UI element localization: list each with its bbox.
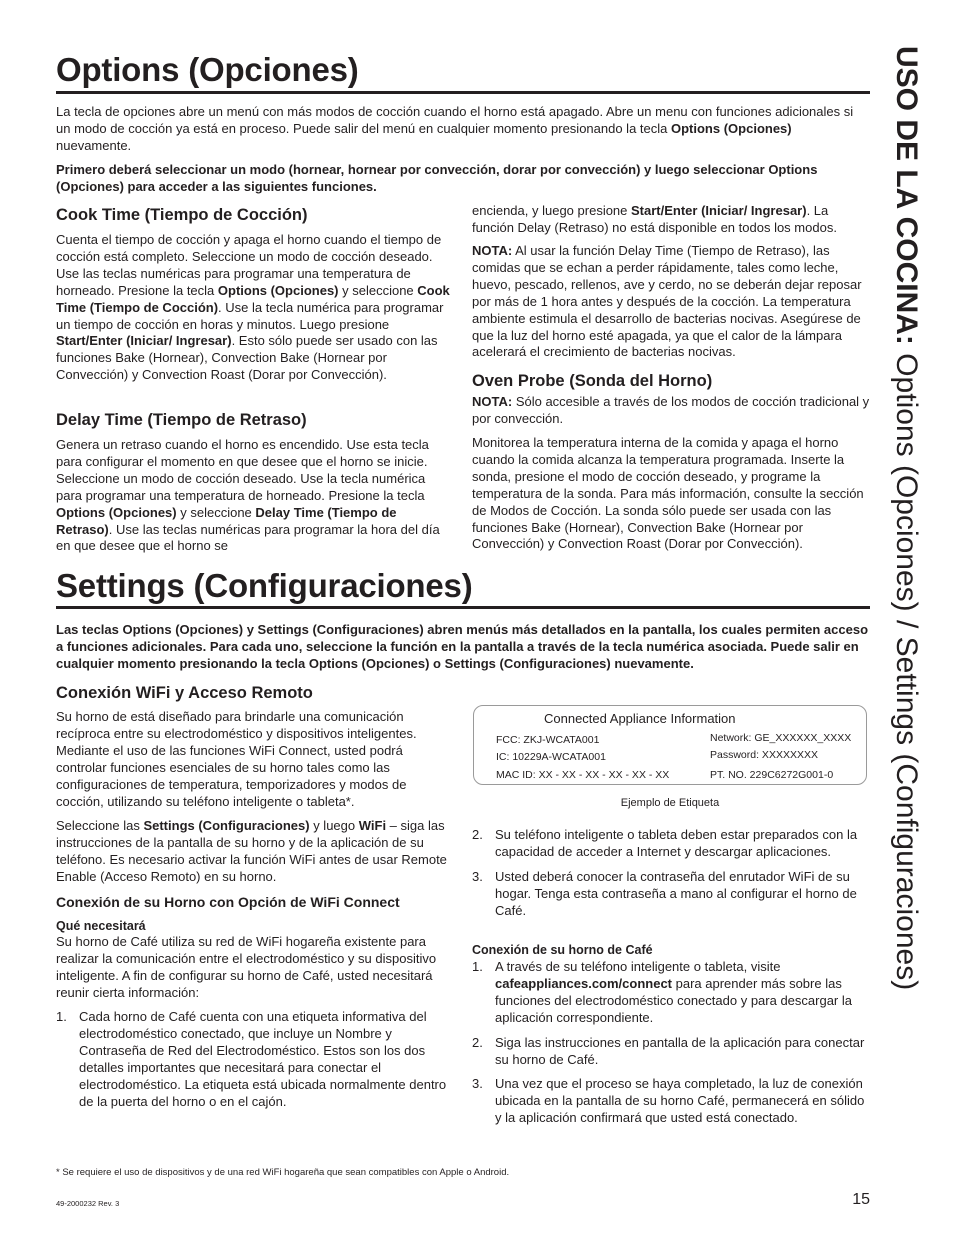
list-item-number: 2. bbox=[472, 1034, 483, 1050]
options-intro-text: La tecla de opciones abre un menú con más modos de cocción cuando el horno está apagado. Abre un menu con funciones adicionales si un modo de cocción ya está en proceso. Puede salir del menú en cualquier momento presionando la tecla bbox=[56, 104, 854, 136]
list-item-number: 1. bbox=[56, 1009, 67, 1024]
wifi-heading: Conexión WiFi y Acceso Remoto bbox=[56, 684, 313, 702]
cook-time-b1: Options (Opciones) bbox=[217, 282, 339, 298]
cook-time-t4: . Esto sólo puede ser usado con las funciones Bake (Hornear), Convection Bake (Hornear por Convección) y Convection Roast (Dorar por Convección). bbox=[56, 333, 438, 383]
delay-time-r1: encienda, y luego presione bbox=[472, 203, 632, 218]
sidebar-title-bold: USO DE LA COCINA: bbox=[890, 46, 923, 345]
cook-time-t3: . Use la tecla numérica para programar un tiempo de cocción en horas y minutos. Luego presione bbox=[56, 299, 444, 332]
list-item bbox=[472, 959, 872, 1027]
label-password: Password: XXXXXXXX bbox=[710, 749, 818, 761]
label-part-number: PT. NO. 229C6272G001-0 bbox=[710, 769, 834, 781]
list-item-number: 3. bbox=[472, 868, 483, 884]
connect-heading: Conexión de su horno de Café bbox=[472, 943, 653, 957]
footnote: * Se requiere el uso de dispositivos y de una red WiFi hogareña que sean compatibles con Apple o Android. bbox=[56, 1167, 510, 1178]
settings-title: Settings (Configuraciones) bbox=[56, 567, 473, 604]
list-item-number: 3. bbox=[472, 1076, 483, 1092]
delay-time-t2: y seleccione bbox=[176, 504, 256, 520]
wifi-p2-b1: Settings (Configuraciones) bbox=[143, 818, 310, 833]
cook-time-para bbox=[56, 232, 454, 384]
list-item-text-a: A través de su teléfono inteligente o tableta, visite bbox=[495, 959, 781, 974]
settings-bold-para: Las teclas Options (Opciones) y Settings (Configuraciones) abren menús más detallados en la pantalla, los cuales permiten acceso a funciones adicionales. Para cada uno, seleccione la función en la pantalla a través de la tecla numérica asociada. Puede salir en cualquier momento presionando la tecla Options (Opciones) o Settings (Configuraciones) nuevamente. bbox=[56, 622, 869, 671]
delay-time-t3: . Use las teclas numéricas para programar la hora del día en que desee que el horno se bbox=[56, 521, 440, 554]
label-fcc: FCC: ZKJ-WCATA001 bbox=[496, 734, 600, 746]
cook-time-t1: Cuenta el tiempo de cocción y apaga el horno cuando el tiempo de cocción está completo. Seleccione un modo de cocción deseado. Use las teclas numéricas para programar una temperatura de horneado. Presione la tecla bbox=[56, 232, 442, 298]
delay-time-continued bbox=[472, 203, 872, 237]
list-item-text: Cada horno de Café cuenta con una etiqueta informativa del electrodoméstico conectado, que incluye un Nombre y Contraseña de Red del Electrodoméstico. Estos son los dos detalles importantes que necesitará para conectar el electrodoméstico. La etiqueta está ubicada normalmente dentro de la puerta del horno o en el cajón. bbox=[79, 1009, 447, 1109]
wifi-p2-a: Seleccione las bbox=[56, 818, 144, 833]
list-item bbox=[472, 1076, 872, 1127]
delay-time-b2: Delay Time (Tiempo de Retraso) bbox=[56, 504, 397, 537]
wifi-para-1: Su horno de está diseñado para brindarle una comunicación recíproca entre su electrodoméstico y dispositivos inteligentes. Mediante el uso de las funciones WiFi Connect, usted podrá controlar funciones esenciales de su horno tales como las configuraciones de temperatura, temporizadores y modos de cocción, utilizando su teléfono inteligente o tableta*. bbox=[56, 709, 417, 809]
wifi-p2-d: – siga las instrucciones de la pantalla de su horno y de la aplicación de su teléfono. Es necesario activar la función WiFi antes de usar Remote Enable (Acceso Remoto) en su horno. bbox=[56, 818, 447, 884]
list-item-number: 1. bbox=[472, 959, 483, 974]
wifi-para-2 bbox=[56, 818, 454, 886]
label-mac: MAC ID: XX - XX - XX - XX - XX - XX bbox=[496, 769, 670, 781]
appliance-info-label bbox=[473, 705, 867, 785]
options-bold-para: Primero deberá seleccionar un modo (hornear, hornear por convección, dorar por convección) y luego seleccionar Options (Opciones) para acceder a las siguientes funciones. bbox=[56, 162, 818, 194]
delay-time-t1: Genera un retraso cuando el horno es encendido. Use esta tecla para configurar el momento en que desee que el horno se inicie. Seleccione un modo de cocción deseado. Use la tecla numérica para programar una temperatura de horneado. Presione la tecla bbox=[56, 437, 429, 503]
delay-time-b1: Options (Opciones) bbox=[56, 504, 177, 520]
delay-note-label: NOTA: bbox=[472, 243, 513, 258]
options-intro-bold: Options (Opciones) bbox=[671, 120, 792, 136]
oven-probe-note bbox=[472, 394, 872, 428]
delay-time-r2: . La función Delay (Retraso) no está disponible en todos los modos. bbox=[472, 203, 837, 235]
oven-probe-heading: Oven Probe (Sonda del Horno) bbox=[472, 372, 713, 390]
section-sidebar bbox=[888, 46, 924, 1056]
oven-probe-para: Monitorea la temperatura interna de la comida y apaga el horno cuando la comida alcanza la temperatura programada. Inserte la sonda, presione el modo de cocción deseado, y programe la temperatura de la sonda. Para más información, consulte la sección de Modos de Cocción. La sonda sólo puede ser usada con las funciones Bake (Hornear), Convection Bake (Hornear por Convección) y Convection Roast (Dorar por Convección). bbox=[472, 435, 864, 552]
list-item-number: 2. bbox=[472, 827, 483, 842]
list-item bbox=[472, 1035, 872, 1069]
probe-note-text: Sólo accesible a través de los modos de cocción tradicional y por convección. bbox=[472, 394, 870, 426]
delay-time-para bbox=[56, 437, 454, 555]
list-item-text-c: para aprender más sobre las funciones del electrodoméstico conectado y para descargar la aplicación correspondiente. bbox=[495, 975, 852, 1025]
options-title-rule bbox=[56, 91, 870, 94]
cook-time-heading: Cook Time (Tiempo de Cocción) bbox=[56, 206, 308, 224]
cook-time-t2: y seleccione bbox=[338, 282, 418, 298]
wifi-connect-subheading: Conexión de su Horno con Opción de WiFi Connect bbox=[56, 894, 400, 910]
need-list-left bbox=[56, 1009, 454, 1110]
list-item-text: Usted deberá conocer la contraseña del enrutador WiFi de su hogar. Tenga esta contraseña a mano al configurar el horno de Café. bbox=[495, 868, 857, 918]
options-intro bbox=[56, 104, 868, 155]
connect-url-link[interactable]: cafeappliances.com/connect bbox=[495, 975, 673, 991]
connect-list bbox=[472, 959, 872, 1127]
need-heading: Qué necesitará bbox=[56, 919, 146, 933]
wifi-p2-c: y luego bbox=[309, 818, 359, 833]
sidebar-title-rest: Options (Opciones) / Settings (Configuraciones) bbox=[890, 344, 923, 991]
doc-number: 49-2000232 Rev. 3 bbox=[56, 1199, 120, 1208]
wifi-p2-b2: WiFi bbox=[358, 818, 387, 833]
label-ic: IC: 10229A-WCATA001 bbox=[496, 751, 606, 763]
list-item bbox=[472, 827, 872, 861]
list-item bbox=[56, 1009, 454, 1110]
need-list-right bbox=[472, 827, 872, 920]
label-network: Network: GE_XXXXXX_XXXX bbox=[710, 732, 852, 744]
delay-time-rb1: Start/Enter (Iniciar/ Ingresar) bbox=[631, 203, 807, 218]
cook-time-b2: Cook Time (Tiempo de Cocción) bbox=[56, 282, 450, 315]
delay-note-text: Al usar la función Delay Time (Tiempo de Retraso), las comidas que se echan a perder rápidamente, tales como leche, huevo, pescado, rellenos, ave y cerdo, no se deberán dejar reposar por más de 1 hora antes y después de la cocción. La temperatura ambiente estimula el desarrollo de bacterias nocivas. Asegúrese de que la luz del horno esté apagada, ya que el calor de la lámpara acelerará el crecimiento de bacterias nocivas. bbox=[472, 243, 862, 360]
label-title: Connected Appliance Information bbox=[544, 711, 736, 726]
probe-note-label: NOTA: bbox=[472, 394, 513, 409]
options-intro-end: nuevamente. bbox=[56, 137, 132, 153]
list-item-text: Una vez que el proceso se haya completado, la luz de conexión ubicada en la pantalla de su horno Café, permanecerá en sólido y la aplicación confirmará que usted está conectado. bbox=[495, 1076, 865, 1126]
settings-title-rule bbox=[56, 606, 870, 609]
list-item-text: Su teléfono inteligente o tableta deben estar preparados con la capacidad de acceder a Internet y descargar aplicaciones. bbox=[495, 827, 858, 859]
label-caption: Ejemplo de Etiqueta bbox=[620, 797, 720, 809]
list-item bbox=[472, 869, 872, 920]
delay-time-heading: Delay Time (Tiempo de Retraso) bbox=[56, 411, 307, 429]
need-para: Su horno de Café utiliza su red de WiFi hogareña existente para realizar la comunicación entre el electrodoméstico y su dispositivo inteligente. A fin de configurar su horno de Café, usted necesitará reunir cierta información: bbox=[56, 934, 437, 1000]
sidebar-title bbox=[888, 46, 924, 1056]
page-number: 15 bbox=[852, 1191, 870, 1208]
list-item-text: Siga las instrucciones en pantalla de la aplicación para conectar su horno de Café. bbox=[495, 1034, 865, 1067]
delay-time-note bbox=[472, 243, 872, 361]
cook-time-b3: Start/Enter (Iniciar/ Ingresar) bbox=[56, 333, 232, 349]
options-title: Options (Opciones) bbox=[56, 51, 359, 88]
